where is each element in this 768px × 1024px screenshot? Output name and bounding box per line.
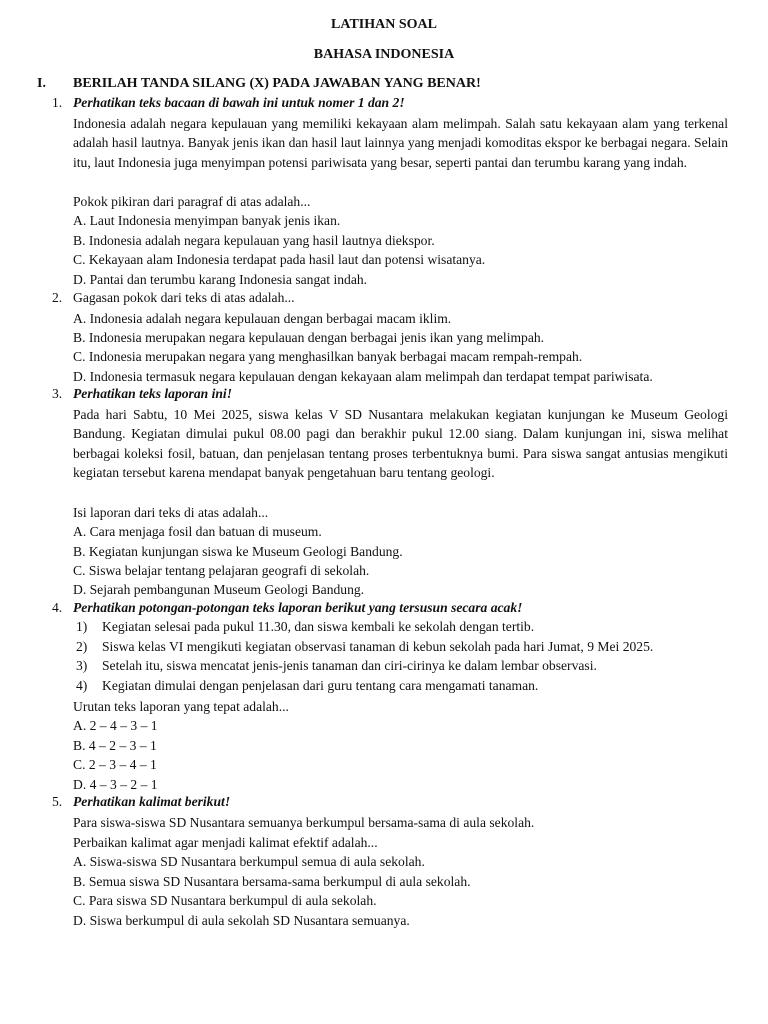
list-item: [76, 678, 538, 694]
question-2-header: [52, 290, 295, 306]
list-item-text: Kegiatan dimulai dengan penjelasan dari guru tentang cara mengamati tanaman.: [102, 678, 539, 693]
list-item-number: 4): [76, 678, 88, 693]
list-item-number: 1): [76, 619, 88, 634]
page-title: LATIHAN SOAL: [331, 17, 437, 32]
list-item-number: 2): [76, 639, 88, 654]
answer-option[interactable]: A. Siswa-siswa SD Nusantara berkumpul semua di aula sekolah.: [73, 854, 425, 869]
question-4-prompt: Urutan teks laporan yang tepat adalah...: [73, 699, 289, 714]
answer-option[interactable]: B. Kegiatan kunjungan siswa ke Museum Geologi Bandung.: [73, 544, 403, 559]
question-3-header: [52, 386, 232, 402]
list-item: [76, 658, 597, 674]
question-number: 4.: [52, 600, 63, 615]
answer-option[interactable]: D. 4 – 3 – 2 – 1: [73, 777, 158, 792]
answer-option[interactable]: B. Indonesia adalah negara kepulauan yang hasil lautnya diekspor.: [73, 233, 435, 248]
answer-option[interactable]: C. Siswa belajar tentang pelajaran geografi di sekolah.: [73, 563, 370, 578]
question-instruction: Perhatikan teks bacaan di bawah ini untuk nomer 1 dan 2!: [73, 95, 405, 110]
question-5-sentence: Para siswa-siswa SD Nusantara semuanya berkumpul bersama-sama di aula sekolah.: [73, 815, 535, 830]
question-number: 1.: [52, 95, 63, 110]
question-instruction: Perhatikan kalimat berikut!: [73, 794, 231, 809]
answer-option[interactable]: A. Cara menjaga fosil dan batuan di museum.: [73, 524, 322, 539]
answer-option[interactable]: C. Kekayaan alam Indonesia terdapat pada hasil laut dan potensi wisatanya.: [73, 252, 486, 267]
section-title: BERILAH TANDA SILANG (X) PADA JAWABAN YANG BENAR!: [73, 76, 481, 91]
list-item: [76, 639, 653, 655]
section-number: I.: [37, 76, 46, 91]
list-item-text: Kegiatan selesai pada pukul 11.30, dan siswa kembali ke sekolah dengan tertib.: [102, 619, 535, 634]
question-1-prompt: Pokok pikiran dari paragraf di atas adalah...: [73, 194, 311, 209]
answer-option[interactable]: A. Laut Indonesia menyimpan banyak jenis ikan.: [73, 213, 341, 228]
question-instruction: Perhatikan teks laporan ini!: [73, 386, 233, 401]
question-number: 5.: [52, 794, 63, 809]
question-3-passage: Pada hari Sabtu, 10 Mei 2025, siswa kelas V SD Nusantara melakukan kegiatan kunjungan ke Museum Geologi Bandung. Kegiatan dimulai pukul 08.00 pagi dan berakhir pukul 12.00 siang. Dalam kunjungan ini, siswa melihat berbagai koleksi fosil, batuan, dan penjelasan tentang proses terbentuknya bumi. Para siswa sangat antusias mengikuti kegiatan tersebut karena mendapat banyak pengetahuan baru tentang geologi.: [73, 407, 728, 481]
answer-option[interactable]: D. Sejarah pembangunan Museum Geologi Bandung.: [73, 582, 365, 597]
answer-option[interactable]: A. Indonesia adalah negara kepulauan dengan berbagai macam iklim.: [73, 311, 452, 326]
question-prompt: Gagasan pokok dari teks di atas adalah...: [73, 290, 295, 305]
list-item-number: 3): [76, 658, 88, 673]
question-3-prompt: Isi laporan dari teks di atas adalah...: [73, 505, 269, 520]
page-subtitle: BAHASA INDONESIA: [313, 47, 455, 62]
question-5-header: [52, 794, 230, 810]
question-instruction: Perhatikan potongan-potongan teks laporan berikut yang tersusun secara acak!: [73, 600, 523, 615]
question-1-passage: Indonesia adalah negara kepulauan yang memiliki kekayaan alam melimpah. Salah satu kekayaan alam yang terkenal adalah hasil lautnya. Banyak jenis ikan dan hasil laut lainnya yang menjadi komoditas ekspor ke berbagai negara. Selain itu, laut Indonesia juga menyimpan potensi pariwisata yang besar, seperti pantai dan terumbu karang yang indah.: [73, 116, 728, 170]
question-1-header: [52, 95, 405, 111]
section-heading: [37, 76, 481, 92]
answer-option[interactable]: D. Siswa berkumpul di aula sekolah SD Nusantara semuanya.: [73, 913, 410, 928]
answer-option[interactable]: D. Pantai dan terumbu karang Indonesia sangat indah.: [73, 272, 368, 287]
answer-option[interactable]: B. 4 – 2 – 3 – 1: [73, 738, 157, 753]
answer-option[interactable]: B. Semua siswa SD Nusantara bersama-sama berkumpul di aula sekolah.: [73, 874, 471, 889]
answer-option[interactable]: A. 2 – 4 – 3 – 1: [73, 718, 158, 733]
question-5-prompt: Perbaikan kalimat agar menjadi kalimat efektif adalah...: [73, 835, 378, 850]
question-4-header: [52, 600, 522, 616]
list-item-text: Setelah itu, siswa mencatat jenis-jenis tanaman dan ciri-cirinya ke dalam lembar observasi.: [102, 658, 597, 673]
answer-option[interactable]: C. Indonesia merupakan negara yang menghasilkan banyak berbagai macam rempah-rempah.: [73, 349, 583, 364]
list-item-text: Siswa kelas VI mengikuti kegiatan observasi tanaman di kebun sekolah pada hari Jumat, 9 Mei 2025.: [102, 639, 654, 654]
question-number: 2.: [52, 290, 63, 305]
answer-option[interactable]: C. 2 – 3 – 4 – 1: [73, 757, 157, 772]
answer-option[interactable]: C. Para siswa SD Nusantara berkumpul di aula sekolah.: [73, 893, 377, 908]
question-number: 3.: [52, 386, 63, 401]
answer-option[interactable]: B. Indonesia merupakan negara kepulauan dengan berbagai jenis ikan yang melimpah.: [73, 330, 545, 345]
answer-option[interactable]: D. Indonesia termasuk negara kepulauan dengan kekayaan alam melimpah dan terdapat tempat pariwisata.: [73, 369, 653, 384]
list-item: [76, 619, 534, 635]
